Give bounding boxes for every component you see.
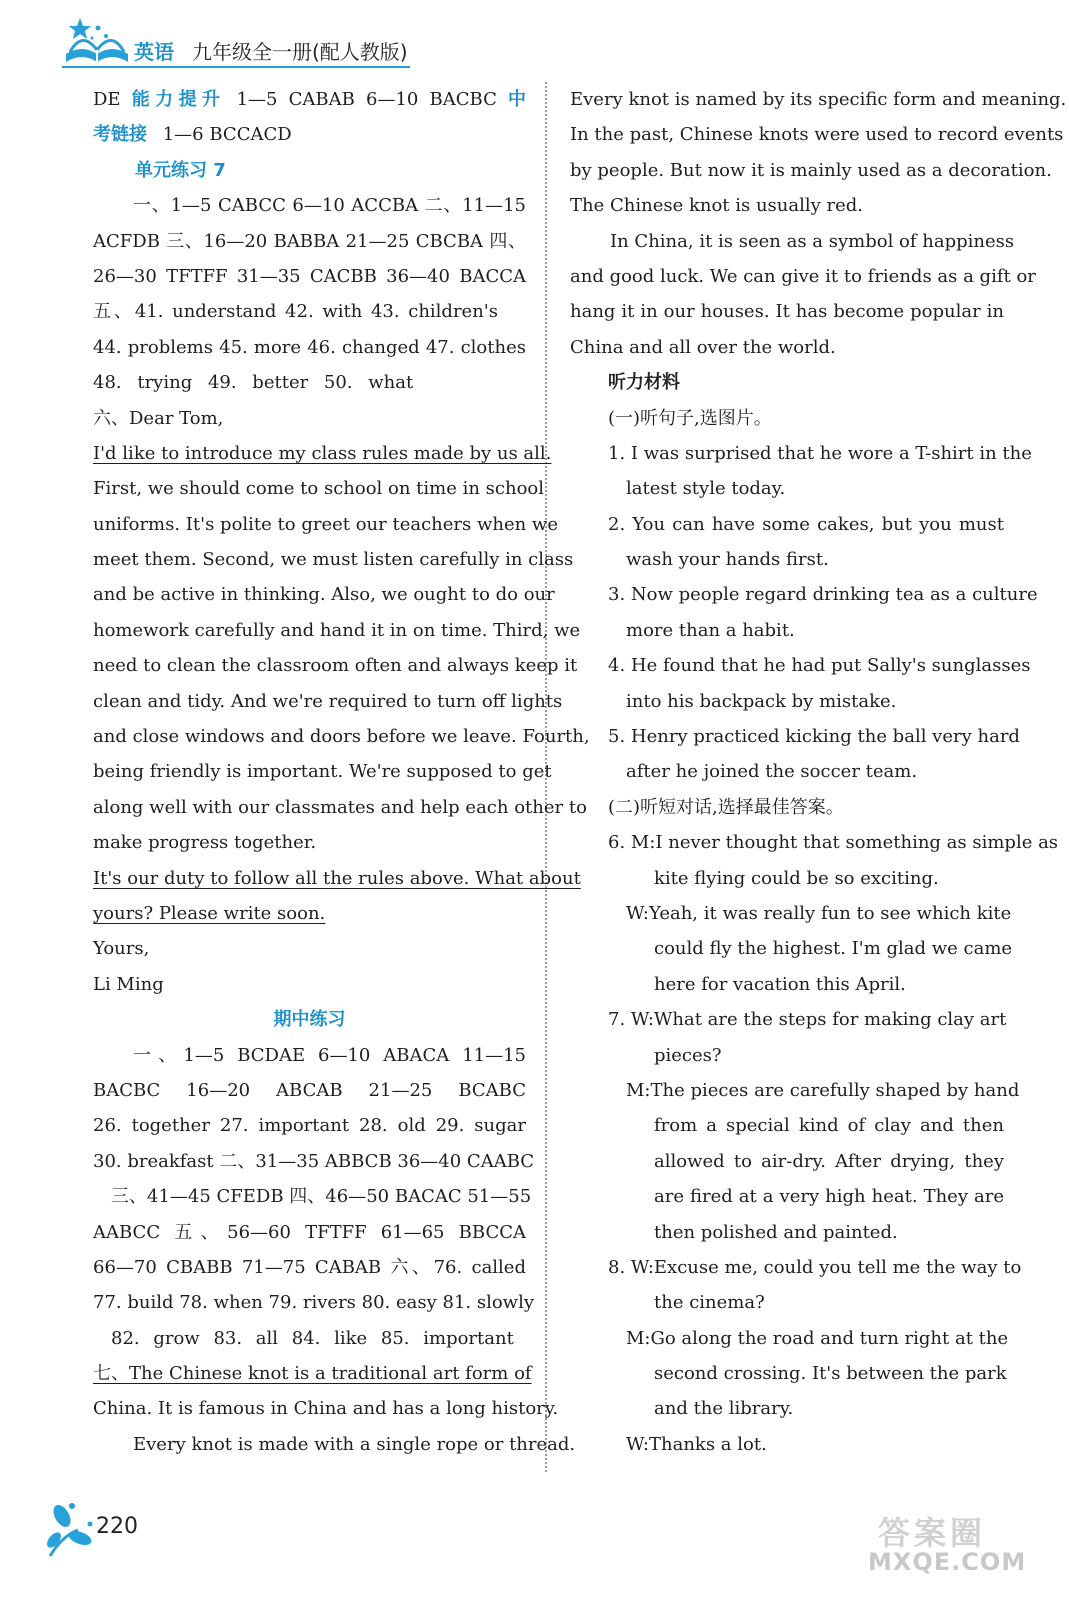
dialogue-line: 6. M:I never thought that something as simple as	[608, 832, 1059, 854]
letter-line: along well with our classmates and help each other to	[93, 796, 587, 818]
dialogue-line: kite flying could be so exciting.	[654, 867, 939, 889]
sentence-line: 2. You can have some cakes, but you must	[608, 513, 1004, 535]
dialogue-line: second crossing. It's between the park	[654, 1363, 1007, 1385]
sentence-line: into his backpack by mistake.	[626, 690, 897, 712]
passage-line: hang it in our houses. It has become popular in	[570, 301, 1004, 323]
answer-text: 1—5 CABAB 6—10 BACBC	[236, 89, 497, 110]
passage-line: and good luck. We can give it to friends as a gift or	[570, 265, 1036, 287]
dialogue-line: then polished and painted.	[654, 1221, 898, 1243]
answer-line: 五、41. understand 42. with 43. children's	[93, 301, 498, 323]
dialogue-line: M:Go along the road and turn right at the	[626, 1327, 1009, 1349]
dialogue-line: here for vacation this April.	[654, 973, 906, 995]
answer-line: Every knot is made with a single rope or thread.	[133, 1433, 576, 1455]
letter-signature: Li Ming	[93, 973, 164, 995]
answer-line: 一、1—5 BCDAE 6—10 ABACA 11—15	[133, 1044, 526, 1066]
letter-line: being friendly is important. We're supposed to get	[93, 761, 552, 783]
dialogue-line: W:Yeah, it was really fun to see which kite	[626, 902, 1012, 924]
passage-line: The Chinese knot is usually red.	[570, 195, 864, 217]
answer-line: 66—70 CBABB 71—75 CABAB 六、76. called	[93, 1256, 526, 1278]
open-book-star-icon	[62, 14, 132, 70]
answer-line	[93, 82, 526, 117]
dialogue-line: W:Thanks a lot.	[626, 1433, 767, 1455]
right-column	[570, 82, 1067, 1462]
passage-line: In China, it is seen as a symbol of happiness	[610, 230, 1015, 252]
watermark-url: MXQE.COM	[868, 1548, 1027, 1576]
answer-line: 48. trying 49. better 50. what	[93, 372, 414, 394]
section-heading: (二)听短对话,选择最佳答案。	[608, 796, 844, 818]
left-column	[93, 82, 590, 1462]
watermark-logo-text: 答案圈	[878, 1514, 987, 1552]
answer-line: ACFDB 三、16—20 BABBA 21—25 CBCBA 四、	[93, 230, 526, 252]
dialogue-line: 8. W:Excuse me, could you tell me the way to	[608, 1256, 1022, 1278]
answer-line: China. It is famous in China and has a long history.	[93, 1398, 559, 1420]
dialogue-line: from a special kind of clay and then	[654, 1115, 1004, 1137]
dialogue-line: are fired at a very high heat. They are	[654, 1186, 1004, 1208]
answer-line: 三、41—45 CFEDB 四、46—50 BACAC 51—55	[111, 1186, 532, 1208]
dialogue-line: allowed to air-dry. After drying, they	[654, 1150, 1004, 1172]
letter-line: need to clean the classroom often and always keep it	[93, 655, 578, 677]
answer-line: 一、1—5 CABCC 6—10 ACCBA 二、11—15	[133, 195, 526, 217]
listening-title: 听力材料	[608, 372, 680, 394]
answer-line	[93, 117, 526, 152]
letter-line: clean and tidy. And we're required to turn off lights	[93, 690, 563, 712]
sentence-line: 3. Now people regard drinking tea as a culture	[608, 584, 1038, 606]
header-underline	[62, 66, 410, 68]
sentence-line: wash your hands first.	[626, 549, 829, 571]
answer-text: DE	[93, 89, 121, 110]
page-number: 220	[96, 1514, 138, 1539]
dialogue-line: and the library.	[654, 1398, 794, 1420]
letter-greeting: 六、Dear Tom,	[93, 407, 224, 429]
passage-line: Every knot is named by its specific form and meaning.	[570, 89, 1067, 110]
answer-text: 1—6 BCCACD	[162, 124, 292, 146]
dialogue-line: the cinema?	[654, 1292, 765, 1314]
section-label-exam-link: 考链接	[93, 124, 147, 146]
unit7-title: 单元练习 7	[135, 159, 226, 181]
answer-line: 30. breakfast 二、31—35 ABBCB 36—40 CAABC	[93, 1150, 535, 1172]
passage-line: China and all over the world.	[570, 336, 836, 358]
midterm-title: 期中练习	[273, 1009, 346, 1031]
letter-line: First, we should come to school on time in school	[93, 478, 545, 500]
answer-line: BACBC 16—20 ABCAB 21—25 BCABC	[93, 1079, 526, 1101]
dialogue-line: pieces?	[654, 1044, 722, 1066]
answer-line: 26—30 TFTFF 31—35 CACBB 36—40 BACCA	[93, 265, 526, 287]
letter-line: It's our duty to follow all the rules above. What about	[93, 867, 581, 889]
section-label-ability: 能力提升	[131, 89, 226, 110]
answer-line: 44. problems 45. more 46. changed 47. clothes	[93, 336, 526, 358]
sentence-line: 1. I was surprised that he wore a T-shirt in the	[608, 442, 1032, 464]
answer-line: 26. together 27. important 28. old 29. sugar	[93, 1115, 526, 1137]
passage-line: by people. But now it is mainly used as a decoration.	[570, 159, 1052, 181]
letter-line: make progress together.	[93, 832, 317, 854]
sentence-line: latest style today.	[626, 478, 786, 500]
dialogue-line: M:The pieces are carefully shaped by hand	[626, 1079, 1020, 1101]
letter-line: meet them. Second, we must listen carefully in class	[93, 549, 574, 571]
watermark	[868, 1508, 1038, 1578]
letter-line: uniforms. It's polite to greet our teachers when we	[93, 513, 558, 535]
letter-line: and be active in thinking. Also, we ought to do our	[93, 584, 555, 606]
section-label-exam: 中	[508, 89, 527, 110]
answer-line: 82. grow 83. all 84. like 85. important	[111, 1327, 514, 1349]
header-subject: 英语	[134, 40, 174, 64]
letter-line: and close windows and doors before we leave. Fourth,	[93, 726, 590, 748]
sentence-line: 4. He found that he had put Sally's sunglasses	[608, 655, 1031, 677]
dialogue-line: could fly the highest. I'm glad we came	[654, 938, 1013, 960]
sentence-line: more than a habit.	[626, 619, 795, 641]
header-book-title: 九年级全一册(配人教版)	[192, 40, 408, 64]
answer-line: 77. build 78. when 79. rivers 80. easy 81. slowly	[93, 1292, 534, 1314]
passage-line: In the past, Chinese knots were used to record events	[570, 124, 1064, 146]
sentence-line: 5. Henry practiced kicking the ball very hard	[608, 726, 1020, 748]
flower-decoration-icon	[44, 1496, 104, 1560]
sentence-line: after he joined the soccer team.	[626, 761, 918, 783]
letter-line: I'd like to introduce my class rules made by us all.	[93, 442, 552, 464]
letter-closing: Yours,	[93, 938, 150, 960]
dialogue-line: 7. W:What are the steps for making clay art	[608, 1009, 1007, 1031]
letter-line: homework carefully and hand it in on time. Third, we	[93, 619, 581, 641]
section-heading: (一)听句子,选图片。	[608, 407, 772, 429]
answer-line: AABCC 五、56—60 TFTFF 61—65 BBCCA	[93, 1221, 526, 1243]
letter-line: yours? Please write soon.	[93, 902, 326, 924]
page-header	[0, 0, 1069, 80]
answer-line: 七、The Chinese knot is a traditional art form of	[93, 1363, 532, 1385]
